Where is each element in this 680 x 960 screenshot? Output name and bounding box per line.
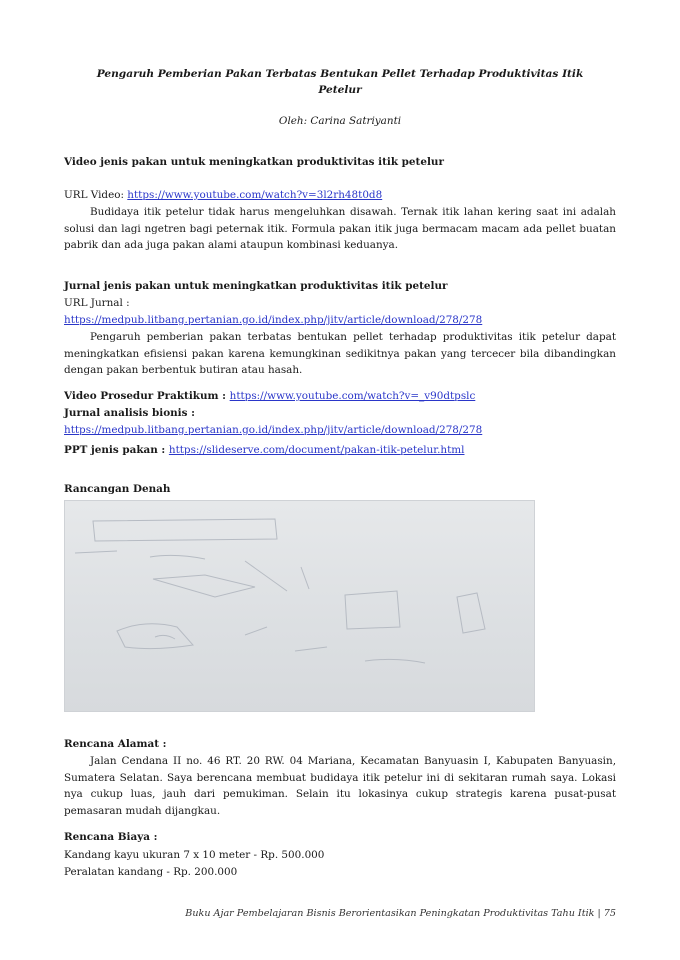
cost-item: Peralatan kandang - Rp. 200.000 — [64, 866, 238, 878]
journal-paragraph: Pengaruh pemberian pakan terbatas bentukan pellet terhadap produktivitas itik petelur dapat meningkatkan efisiensi pakan karena kemungkinan sedikitnya pakan yang tercecer bila dibandingkan dengan pakan berbentuk butiran atau hasah. — [64, 331, 616, 376]
page-footer: Buku Ajar Pembelajaran Bisnis Berorientasikan Peningkatan Produktivitas Tahu Itik | 75 — [185, 908, 616, 919]
video-url-link[interactable]: https://www.youtube.com/watch?v=3l2rh48t0d8 — [127, 189, 383, 201]
cost-item: Kandang kayu ukuran 7 x 10 meter - Rp. 500.000 — [64, 849, 325, 861]
video-procedure-label: Video Prosedur Praktikum : — [64, 390, 230, 402]
video-paragraph: Budidaya itik petelur tidak harus mengeluhkan disawah. Ternak itik lahan kering saat ini adalah solusi dan lagi ngetren bagi peternak itik. Formula pakan itik juga bermacam macam ada pellet buatan pabrik dan ada juga pakan alami ataupun kombinasi keduanya. — [64, 206, 616, 251]
author-line: Oleh: Carina Satriyanti — [278, 115, 402, 127]
journal-section-heading: Jurnal jenis pakan untuk meningkatkan produktivitas itik petelur — [64, 280, 448, 292]
floor-plan-sketch — [65, 501, 535, 712]
document-title: Pengaruh Pemberian Pakan Terbatas Bentukan Pellet Terhadap Produktivitas Itik Petelur — [96, 68, 584, 96]
analysis-journal-label: Jurnal analisis bionis : — [64, 407, 195, 419]
journal-url-line — [64, 312, 616, 329]
floor-plan-heading: Rancangan Denah — [64, 483, 171, 495]
address-section-heading: Rencana Alamat : — [64, 738, 167, 750]
analysis-journal-line — [64, 422, 616, 439]
video-procedure-line — [64, 388, 616, 405]
video-procedure-link[interactable]: https://www.youtube.com/watch?v=_v90dtpslc — [229, 390, 476, 402]
ppt-line — [64, 442, 616, 459]
video-url-line — [64, 187, 616, 204]
analysis-journal-link[interactable]: https://medpub.litbang.pertanian.go.id/index.php/jitv/article/download/278/278 — [64, 424, 483, 436]
journal-url-link[interactable]: https://medpub.litbang.pertanian.go.id/index.php/jitv/article/download/278/278 — [64, 314, 483, 326]
video-url-label: URL Video: — [64, 189, 128, 201]
cost-section-heading: Rencana Biaya : — [64, 831, 158, 843]
floor-plan-photo — [64, 500, 535, 712]
video-section-heading: Video jenis pakan untuk meningkatkan produktivitas itik petelur — [64, 156, 444, 168]
ppt-link[interactable]: https://slideserve.com/document/pakan-itik-petelur.html — [168, 444, 465, 456]
address-paragraph: Jalan Cendana II no. 46 RT. 20 RW. 04 Mariana, Kecamatan Banyuasin I, Kabupaten Banyuasin, Sumatera Selatan. Saya berencana membuat budidaya itik petelur ini di sekitaran rumah saya. Lokasi nya cukup luas, jauh dari pemukiman. Selain itu lokasinya cukup strategis karena pusat-pusat pemasaran mudah dijangkau. — [64, 755, 616, 817]
ppt-label: PPT jenis pakan : — [64, 444, 169, 456]
journal-url-label: URL Jurnal : — [64, 297, 130, 309]
